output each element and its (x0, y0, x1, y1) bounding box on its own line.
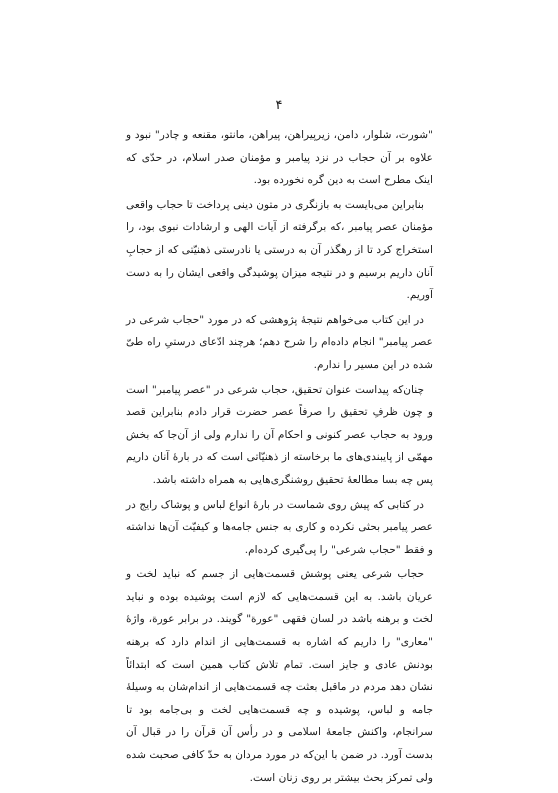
paragraph: بنابراین می‌بایست به بازنگری در متون دینی پرداخت تا حجاب واقعی مؤمنان عصر پیامبر ،که برگرفته از آیات الهی و ارشادات نبوی بود، را استخراج کرد تا از رهگذر آن به درستی یا نادرستی ذهنیّتی که از حجابِ آنان داریم برسیم و در نتیجه میزان پوشیدگی واقعی ایشان را به دست آوریم. (126, 198, 433, 302)
paragraph: حجاب شرعی یعنی پوشش قسمت‌هایی از جسم که نباید لخت و عریان باشد. به این قسمت‌هایی که لازم است پوشیده بوده و نباید لخت و برهنه باشد در لسان فقهی "عورة" گویند. در برابر عورة، واژهٔ "معاری" را داریم که اشاره به قسمت‌هایی از اندام دارد که برهنه بودنش عادی و جایز است. تمام تلاش کتاب همین است که ابتدائاً نشان دهد مردم در ماقبل بعثت چه قسمت‌هایی از اندام‌شان به وسیلهٔ جامه و لباس، پوشیده و چه قسمت‌هایی لخت و بی‌جامه بود تا سرانجام، واکنش جامعهٔ اسلامی و در رأس آن قرآن را در قبال آن بدست آورد. در ضمن با این‌که در مورد مردان به حدّ کافی صحبت شده ولی تمرکز بحث بیشتر بر روی زنان است. (126, 568, 433, 784)
paragraph: "شورت، شلوار، دامن، زیرپیراهن، پیراهن، مانتو، مقنعه و چادر" نبود و علاوه بر آن حجاب در نزد پیامبر و مؤمنان صدر اسلام، در حدّی که اینک مطرح است به دین گره نخورده بود. (126, 129, 433, 187)
paragraph: در این کتاب می‌خواهم نتیجهٔ پژوهشی که در مورد "حجاب شرعی در عصر پیامبر" انجام داده‌ام را شرح دهم؛ هرچند ادّعای درستیِ راه طیّ شده در این مسیر را ندارم. (126, 313, 433, 371)
paragraph: در کتابی که پیش روی شماست در بارهٔ انواع لباس و پوشاک رایج در عصر پیامبر بحثی نکرده و کاری به جنس جامه‌ها و کیفیّت آن‌ها نداشته و فقط "حجاب شرعی" را پی‌گیری کرده‌ام. (126, 498, 433, 556)
body-text (126, 124, 433, 791)
paragraph: چنان‌که پیداست عنوان تحقیق، حجاب شرعی در "عصر پیامبر" است و چون ظرفِ تحقیق را صرفاً عصر حضرت قرار دادم بنابراین قصد ورود به حجاب عصر کنونی و احکام آن را ندارم ولی از آن‌جا که بخش مهمّی از پایبندی‌های ما برخاسته از ذهنیّاتی است که در بارهٔ آنان داریم پس چه بسا مطالعهٔ تحقیق روشنگری‌هایی به همراه داشته باشد. (126, 383, 433, 486)
page-number: ۴ (275, 98, 283, 113)
